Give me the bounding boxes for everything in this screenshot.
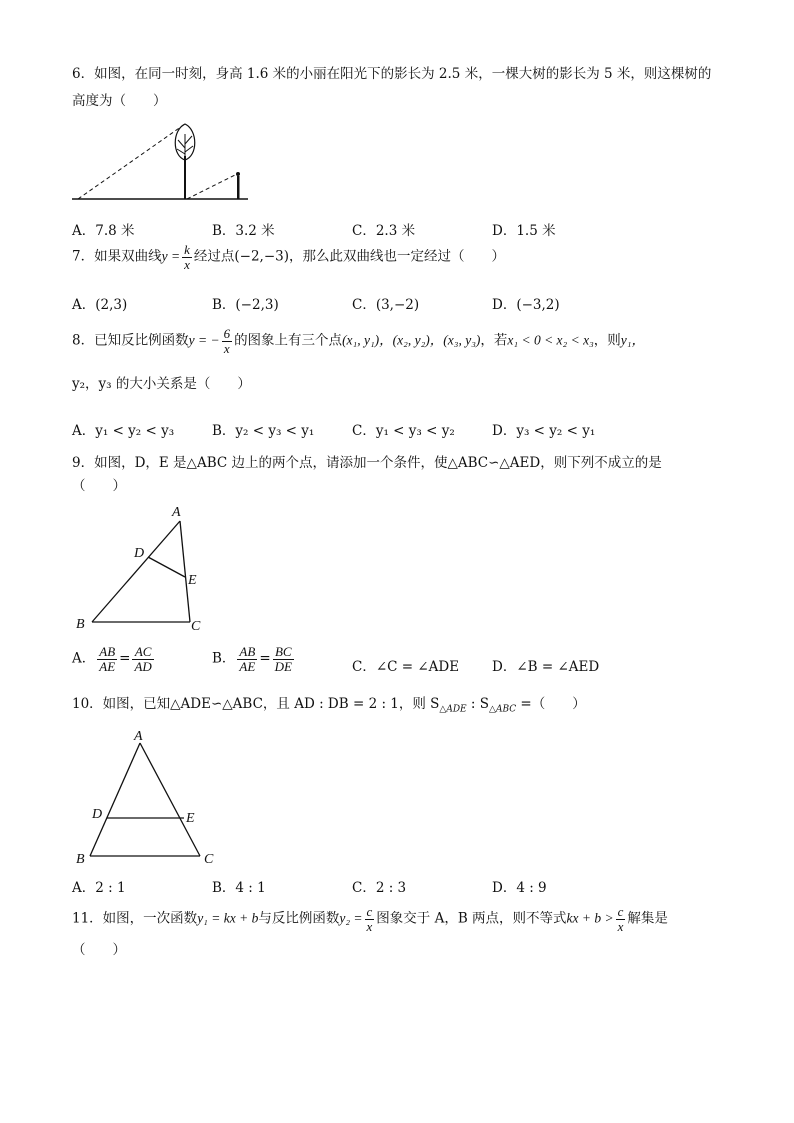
q7-option-b[interactable]: B．(−2,3)	[212, 297, 279, 313]
q10-side-ab	[90, 743, 140, 856]
q9-optA-f2-num: AC	[132, 645, 153, 660]
q7-eq-lhs: y =	[161, 248, 181, 264]
q7-option-d[interactable]: D．(−3,2)	[492, 297, 560, 313]
q10-sub1: △ADE	[439, 704, 467, 715]
q9-optB-frac2	[273, 645, 294, 673]
q7-fraction	[182, 243, 192, 271]
q10-line1: 10．如图，已知△ADE∽△ABC，且 AD : DB = 2 : 1，则 S	[72, 696, 440, 712]
q8-mid: 的图象上有三个点	[234, 332, 343, 349]
q8-fraction	[222, 327, 233, 355]
q10-text	[72, 696, 586, 715]
q9-option-a[interactable]: A． $\frac{AB}{AE}$ = $\frac{AC}{AD}$	[72, 644, 152, 674]
q8-option-d[interactable]: D．y₃ < y₂ < y₁	[492, 423, 596, 439]
q8-points: (x₁, y₁)，(x₂, y₂)，(x₃, y₃)	[342, 332, 481, 348]
q8-eq-lhs: y = −	[188, 332, 220, 348]
q11-text-line1	[72, 905, 668, 933]
q7-option-a[interactable]: A．(2,3)	[72, 297, 128, 313]
q9-option-b[interactable]: B． $\frac{AB}{AE}$ = $\frac{BC}{DE}$	[212, 644, 292, 674]
q8-prefix: 8．已知反比例函数	[72, 332, 189, 349]
q8-y1: y₁，	[620, 332, 645, 348]
q11-eq1: y₁ = kx + b	[197, 910, 259, 926]
q11-text-line2: （ ）	[72, 942, 126, 958]
q7-mid: 经过点	[193, 248, 235, 265]
q11-ineq-num: c	[617, 904, 624, 919]
q11-mid1: 与反比例函数	[258, 910, 340, 927]
q10-label-c: C	[204, 852, 214, 867]
q11-ineq-lhs: kx + b >	[566, 910, 614, 926]
q9-label-b: B	[76, 617, 85, 632]
q10-label-b: B	[76, 852, 85, 867]
q9-segment-de	[148, 557, 185, 577]
q11-suffix: 解集是	[627, 910, 668, 927]
q6-option-b[interactable]: B．3.2 米	[212, 223, 275, 239]
q8-option-a[interactable]: A．y₁ < y₂ < y₃	[72, 423, 175, 439]
q9-optA-frac1	[97, 645, 117, 673]
q8-cond-suffix: ，则	[593, 332, 621, 349]
person-shadow-ray	[187, 174, 237, 199]
q6-option-a[interactable]: A．7.8 米	[72, 223, 135, 239]
q9-optB-f1-den: AE	[239, 658, 256, 674]
q9-label-a: A	[172, 505, 181, 520]
q11-ineq-fraction	[616, 905, 626, 933]
q9-side-ac	[180, 521, 190, 622]
q11-frac-den: x	[366, 918, 373, 934]
q9-option-c[interactable]: C．∠C = ∠ADE	[352, 659, 460, 675]
q11-ineq-den: x	[617, 918, 624, 934]
q10-figure	[72, 726, 232, 868]
q7-frac-den: x	[184, 256, 190, 272]
q8-frac-den: x	[223, 340, 230, 356]
q9-option-d[interactable]: D．∠B = ∠AED	[492, 659, 600, 675]
q9-side-ab	[92, 521, 180, 622]
q7-option-c[interactable]: C．(3,−2)	[352, 297, 420, 313]
q9-optB-f2-num: BC	[273, 645, 294, 660]
q7-prefix: 7．如果双曲线	[72, 248, 162, 265]
q9-optA-f1-num: AB	[99, 644, 116, 659]
q8-cond: x₁ < 0 < x₂ < x₃	[507, 332, 594, 348]
q8-cond-prefix: ，若	[480, 332, 508, 349]
q10-mid: : S	[466, 696, 490, 712]
q10-sub2: △ABC	[489, 704, 517, 715]
q9-optA-f1-den: AE	[99, 658, 116, 674]
q7-frac-num: k	[184, 242, 190, 257]
q8-text-line1	[72, 327, 645, 355]
q9-label-e: E	[188, 573, 197, 588]
q8-option-b[interactable]: B．y₂ < y₃ < y₁	[212, 423, 315, 439]
q7-suffix: ，那么此双曲线也一定经过（ ）	[289, 248, 505, 265]
q8-frac-num: 6	[223, 326, 231, 341]
q9-optB-f1-num: AB	[239, 644, 256, 659]
q9-optA-f2-den: AD	[134, 658, 152, 674]
q9-optA-prefix: A．	[72, 650, 96, 667]
q10-label-e: E	[186, 811, 195, 826]
q9-optB-f2-den: DE	[274, 658, 292, 674]
q10-label-a: A	[134, 729, 143, 744]
person-head	[236, 172, 240, 176]
q10-suffix: =（ ）	[516, 696, 586, 712]
q11-fraction	[365, 905, 375, 933]
q9-label-d: D	[134, 546, 145, 561]
q11-mid2: 图象交于 A，B 两点，则不等式	[376, 910, 567, 927]
q8-text-line2: y₂，y₃ 的大小关系是（ ）	[72, 376, 251, 392]
q6-text-line1: 6．如图，在同一时刻，身高 1.6 米的小丽在阳光下的影长为 2.5 米，一棵大树的影长为 5 米，则这棵树的	[72, 66, 712, 82]
q10-option-a[interactable]: A．2 : 1	[72, 880, 126, 896]
q6-text-line2: 高度为（ ）	[72, 93, 167, 109]
person-body	[237, 176, 240, 199]
q9-figure	[72, 500, 222, 635]
q11-prefix: 11．如图，一次函数	[72, 910, 198, 927]
q6-option-d[interactable]: D．1.5 米	[492, 223, 556, 239]
q9-text-line2: （ ）	[72, 478, 126, 494]
q10-option-d[interactable]: D．4 : 9	[492, 880, 547, 896]
q9-label-c: C	[191, 619, 201, 634]
q11-frac-num: c	[366, 904, 373, 919]
q9-text-line1: 9．如图，D，E 是△ABC 边上的两个点，请添加一个条件，使△ABC∽△AED，则下列不成立的是	[72, 455, 662, 471]
q7-text	[72, 243, 505, 271]
q6-figure	[72, 116, 262, 204]
q9-optB-prefix: B．	[212, 650, 236, 667]
q10-option-c[interactable]: C．2 : 3	[352, 880, 407, 896]
q9-optB-frac1	[237, 645, 257, 673]
tree-shadow-ray	[78, 124, 185, 199]
q11-eq2-lhs: y₂ =	[339, 910, 363, 926]
q9-optA-frac2	[132, 645, 153, 673]
q8-option-c[interactable]: C．y₁ < y₃ < y₂	[352, 423, 455, 439]
q7-point: (−2,−3)	[234, 248, 289, 265]
q10-label-d: D	[92, 807, 103, 822]
q10-side-ac	[140, 743, 200, 856]
q10-option-b[interactable]: B．4 : 1	[212, 880, 266, 896]
q6-option-c[interactable]: C．2.3 米	[352, 223, 416, 239]
